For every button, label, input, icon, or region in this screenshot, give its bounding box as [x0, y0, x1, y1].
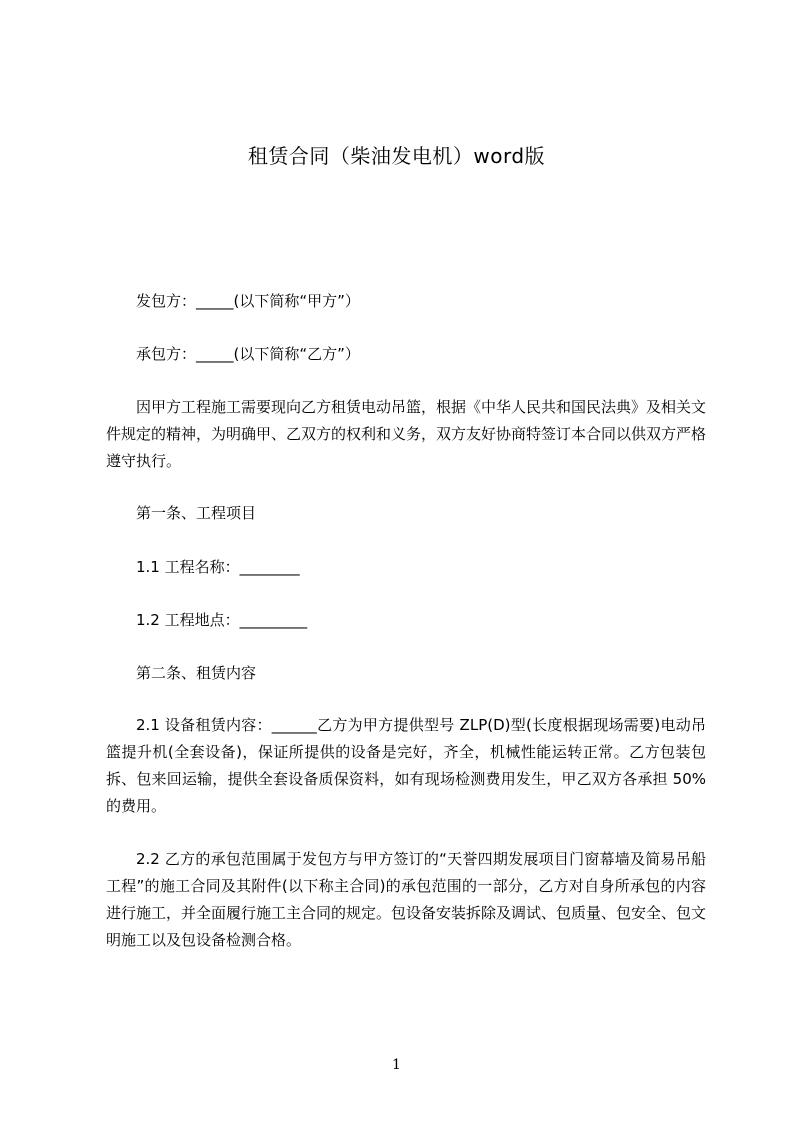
- document-title: 租赁合同（柴油发电机）word版: [247, 144, 546, 168]
- intro-paragraph: 因甲方工程施工需要现向乙方租赁电动吊篮，根据《中华人民共和国民法典》及相关文件规定的精神，为明确甲、乙双方的权利和义务，双方友好协商特签订本合同以供双方严格遵守执行。: [106, 398, 707, 470]
- article-1-heading: 第一条、工程项目: [136, 504, 257, 522]
- article-2-heading: 第二条、租赁内容: [136, 664, 257, 682]
- rental-content-paragraph: 2.1 设备租赁内容：______乙方为甲方提供型号 ZLP(D)型(长度根据现场需要)电动吊篮提升机(全套设备)，保证所提供的设备是完好，齐全，机械性能运转正常。乙方包装包拆、包来回运输，提供全套设备质保资料，如有现场检测费用发生，甲乙双方各承担 50%的费用。: [106, 716, 706, 815]
- project-location-line: 1.2 工程地点：_________: [136, 611, 308, 629]
- party-b-line: 承包方：_____(以下简称“乙方”）: [136, 345, 360, 363]
- party-a-line: 发包方：_____(以下简称“甲方”）: [136, 292, 360, 310]
- page-number: 1: [392, 1057, 401, 1073]
- project-name-line: 1.1 工程名称：________: [136, 558, 300, 576]
- contract-scope-paragraph: 2.2 乙方的承包范围属于发包方与甲方签订的“天誉四期发展项目门窗幕墙及简易吊船工程”的施工合同及其附件(以下称主合同)的承包范围的一部分，乙方对自身所承包的内容进行施工，并全面履行施工主合同的规定。包设备安装拆除及调试、包质量、包安全、包文明施工以及包设备检测合格。: [106, 850, 707, 949]
